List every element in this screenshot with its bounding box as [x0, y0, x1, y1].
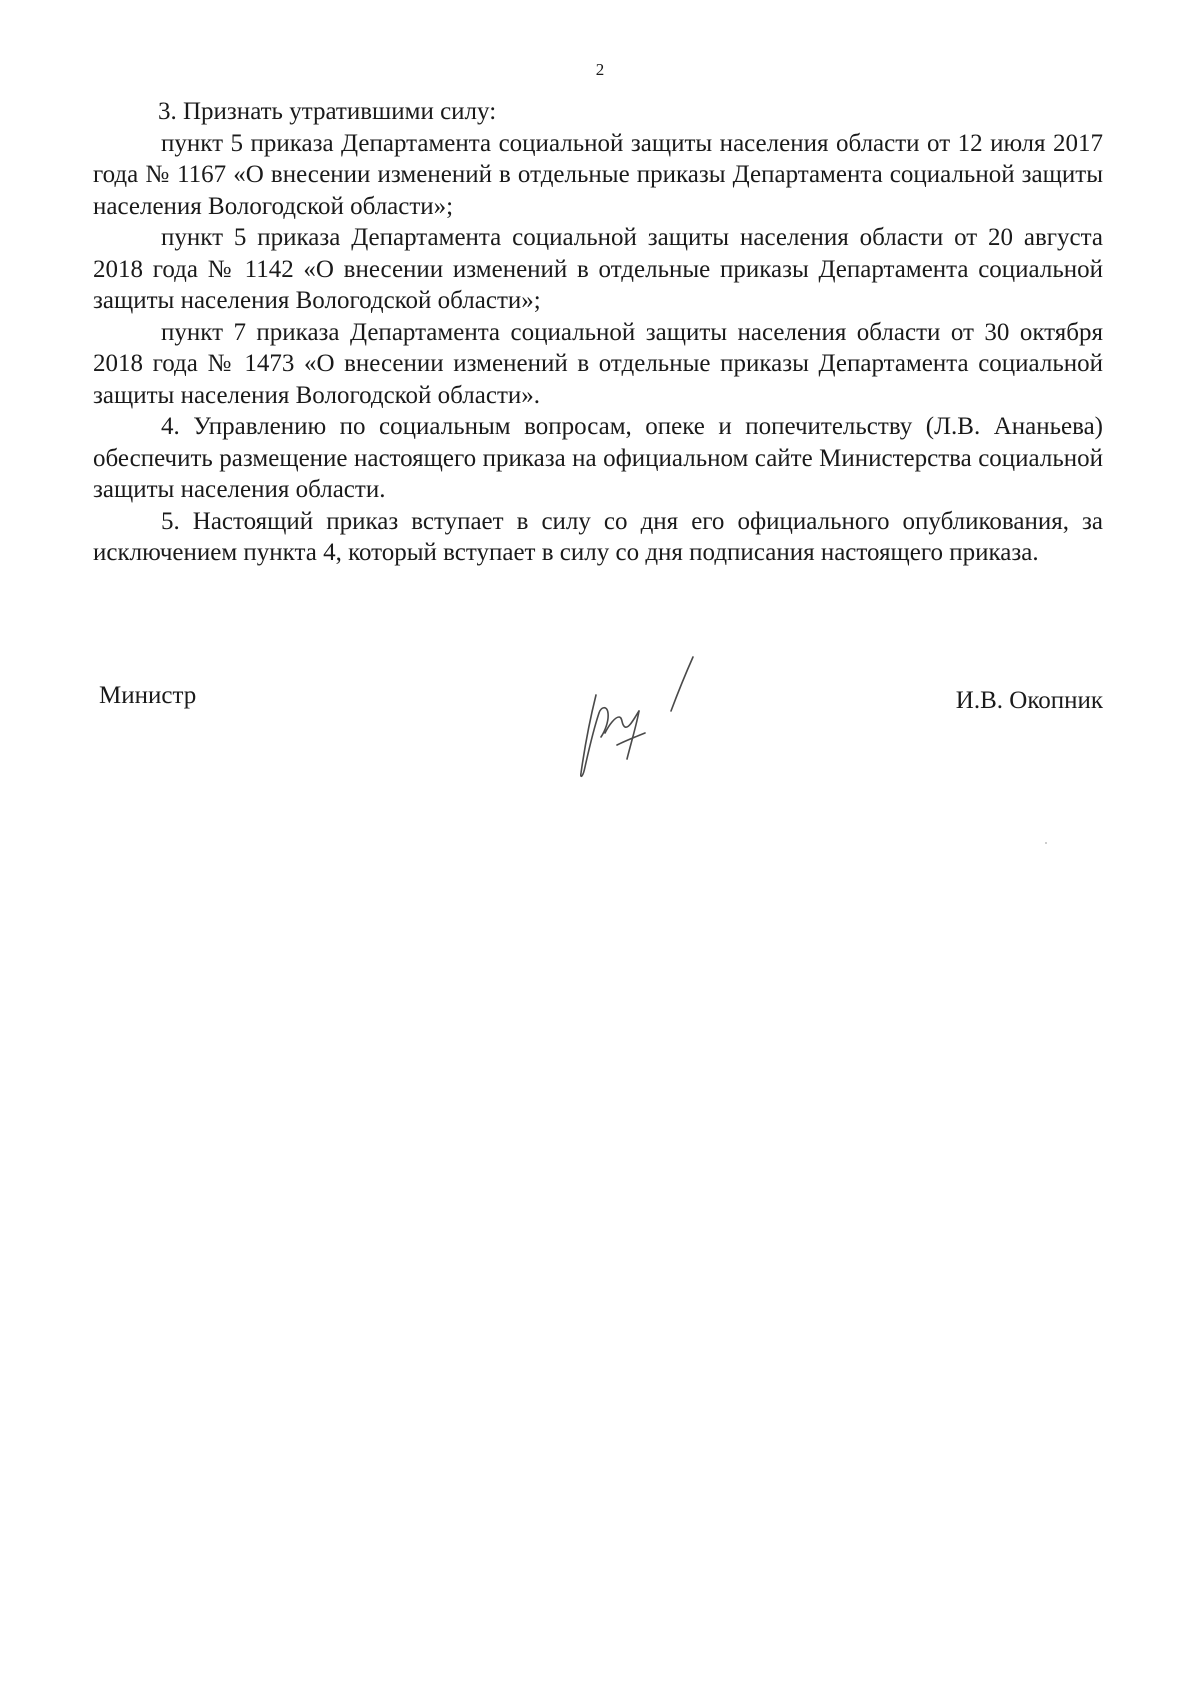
signer-name: И.В. Окопник	[955, 687, 1103, 714]
document-body	[93, 96, 1103, 569]
page-number: 2	[595, 60, 605, 79]
handwritten-signature	[513, 655, 753, 805]
item-5: 5. Настоящий приказ вступает в силу со дня его официального опубликования, за исключением пункта 4, который вступает в силу со дня подписания настоящего приказа.	[93, 507, 1103, 566]
signature-block	[93, 680, 1103, 800]
item-3-point-3: пункт 7 приказа Департамента социальной защиты населения области от 30 октября 2018 года № 1473 «О внесении изменений в отдельные приказы Департамента социальной защиты населения Вологодской области».	[93, 318, 1103, 409]
item-4: 4. Управлению по социальным вопросам, опеке и попечительству (Л.В. Ананьева) обеспечить размещение настоящего приказа на официальном сайте Министерства социальной защиты населения области.	[93, 413, 1103, 503]
item-3-point-1: пункт 5 приказа Департамента социальной защиты населения области от 12 июля 2017 года № 1167 «О внесении изменений в отдельные приказы Департамента социальной защиты населения Вологодской области»;	[93, 129, 1103, 220]
item-3-heading: 3. Признать утратившими силу:	[158, 98, 497, 125]
scan-speck	[1045, 842, 1047, 844]
signer-position: Министр	[99, 682, 197, 709]
item-3-point-2: пункт 5 приказа Департамента социальной защиты населения области от 20 августа 2018 года № 1142 «О внесении изменений в отдельные приказы Департамента социальной защиты населения Вологодской области»;	[93, 224, 1103, 314]
